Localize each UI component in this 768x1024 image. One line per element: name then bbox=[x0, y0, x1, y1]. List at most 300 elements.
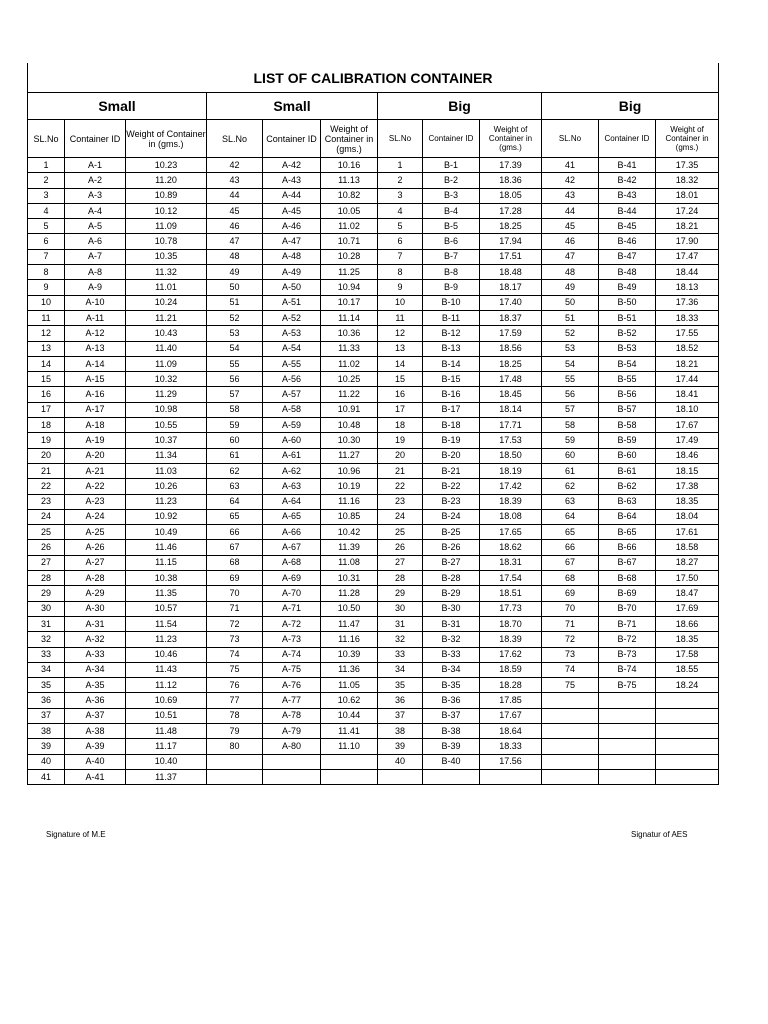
big-left-slno-cell: 36 bbox=[378, 693, 423, 708]
big-right-slno-cell bbox=[542, 739, 599, 754]
table-row bbox=[28, 555, 719, 570]
small-right-container-id-cell: A-79 bbox=[263, 723, 321, 738]
small-right-container-id-cell: A-42 bbox=[263, 158, 321, 173]
small-right-weight-cell: 10.05 bbox=[321, 203, 378, 218]
small-left-slno-cell: 36 bbox=[28, 693, 65, 708]
big-right-slno-cell: 54 bbox=[542, 356, 599, 371]
big-left-container-id-cell: B-36 bbox=[423, 693, 480, 708]
big-left-weight-cell: 18.37 bbox=[480, 310, 542, 325]
big-left-slno-cell: 37 bbox=[378, 708, 423, 723]
big-left-container-id-cell: B-3 bbox=[423, 188, 480, 203]
big-right-weight-cell: 18.13 bbox=[656, 280, 719, 295]
table-row bbox=[28, 525, 719, 540]
big-left-weight-cell: 17.39 bbox=[480, 158, 542, 173]
big-left-container-id-cell: B-31 bbox=[423, 616, 480, 631]
small-right-weight-cell: 10.82 bbox=[321, 188, 378, 203]
big-right-slno-cell: 57 bbox=[542, 402, 599, 417]
small-left-weight-cell: 11.09 bbox=[126, 356, 207, 371]
col-header-weight: Weight of Container in (gms.) bbox=[656, 120, 719, 158]
big-right-container-id-cell: B-72 bbox=[599, 632, 656, 647]
small-right-slno-cell: 72 bbox=[207, 616, 263, 631]
table-row bbox=[28, 173, 719, 188]
big-left-container-id-cell: B-21 bbox=[423, 463, 480, 478]
table-row bbox=[28, 739, 719, 754]
big-left-weight-cell: 17.73 bbox=[480, 601, 542, 616]
big-left-slno-cell: 11 bbox=[378, 310, 423, 325]
big-right-container-id-cell bbox=[599, 739, 656, 754]
small-right-container-id-cell: A-46 bbox=[263, 219, 321, 234]
small-right-container-id-cell: A-70 bbox=[263, 586, 321, 601]
big-right-slno-cell: 68 bbox=[542, 571, 599, 586]
col-header-container-id: Container ID bbox=[65, 120, 126, 158]
big-right-weight-cell: 17.50 bbox=[656, 571, 719, 586]
small-right-container-id-cell: A-71 bbox=[263, 601, 321, 616]
big-left-slno-cell: 14 bbox=[378, 356, 423, 371]
big-right-slno-cell: 55 bbox=[542, 372, 599, 387]
small-left-container-id-cell: A-37 bbox=[65, 708, 126, 723]
table-row bbox=[28, 463, 719, 478]
small-left-slno-cell: 8 bbox=[28, 265, 65, 280]
small-right-container-id-cell: A-57 bbox=[263, 387, 321, 402]
small-right-slno-cell: 61 bbox=[207, 448, 263, 463]
big-left-slno-cell: 9 bbox=[378, 280, 423, 295]
small-left-slno-cell: 16 bbox=[28, 387, 65, 402]
small-left-weight-cell: 10.57 bbox=[126, 601, 207, 616]
big-left-weight-cell: 18.14 bbox=[480, 402, 542, 417]
table-row bbox=[28, 769, 719, 784]
small-right-container-id-cell: A-77 bbox=[263, 693, 321, 708]
small-left-weight-cell: 10.24 bbox=[126, 295, 207, 310]
small-right-weight-cell: 10.94 bbox=[321, 280, 378, 295]
big-right-container-id-cell: B-67 bbox=[599, 555, 656, 570]
small-left-container-id-cell: A-29 bbox=[65, 586, 126, 601]
big-left-container-id-cell: B-12 bbox=[423, 326, 480, 341]
big-left-slno-cell: 16 bbox=[378, 387, 423, 402]
big-left-slno-cell: 3 bbox=[378, 188, 423, 203]
big-left-container-id-cell: B-1 bbox=[423, 158, 480, 173]
big-right-container-id-cell: B-62 bbox=[599, 479, 656, 494]
table-row bbox=[28, 249, 719, 264]
small-right-container-id-cell: A-67 bbox=[263, 540, 321, 555]
big-left-weight-cell: 17.65 bbox=[480, 525, 542, 540]
small-right-slno-cell: 48 bbox=[207, 249, 263, 264]
small-left-weight-cell: 10.38 bbox=[126, 571, 207, 586]
small-right-container-id-cell: A-52 bbox=[263, 310, 321, 325]
small-right-container-id-cell: A-72 bbox=[263, 616, 321, 631]
big-right-weight-cell: 17.24 bbox=[656, 203, 719, 218]
table-row bbox=[28, 387, 719, 402]
big-left-container-id-cell: B-4 bbox=[423, 203, 480, 218]
big-right-container-id-cell: B-49 bbox=[599, 280, 656, 295]
small-right-weight-cell: 11.22 bbox=[321, 387, 378, 402]
table-row bbox=[28, 402, 719, 417]
table-row bbox=[28, 571, 719, 586]
big-left-weight-cell: 17.71 bbox=[480, 418, 542, 433]
small-right-container-id-cell: A-49 bbox=[263, 265, 321, 280]
small-left-slno-cell: 1 bbox=[28, 158, 65, 173]
big-left-weight-cell: 18.59 bbox=[480, 662, 542, 677]
big-right-slno-cell: 69 bbox=[542, 586, 599, 601]
big-left-container-id-cell: B-18 bbox=[423, 418, 480, 433]
big-right-weight-cell: 18.52 bbox=[656, 341, 719, 356]
small-left-weight-cell: 11.15 bbox=[126, 555, 207, 570]
big-right-weight-cell: 18.66 bbox=[656, 616, 719, 631]
big-right-slno-cell: 45 bbox=[542, 219, 599, 234]
big-right-container-id-cell: B-66 bbox=[599, 540, 656, 555]
small-right-slno-cell: 59 bbox=[207, 418, 263, 433]
big-right-container-id-cell: B-55 bbox=[599, 372, 656, 387]
small-right-weight-cell: 11.16 bbox=[321, 632, 378, 647]
col-header-weight: Weight of Container in (gms.) bbox=[480, 120, 542, 158]
big-right-slno-cell: 58 bbox=[542, 418, 599, 433]
small-left-container-id-cell: A-6 bbox=[65, 234, 126, 249]
big-left-slno-cell bbox=[378, 769, 423, 784]
big-right-slno-cell bbox=[542, 723, 599, 738]
table-row bbox=[28, 280, 719, 295]
big-left-container-id-cell: B-19 bbox=[423, 433, 480, 448]
small-right-slno-cell: 71 bbox=[207, 601, 263, 616]
big-right-weight-cell: 18.21 bbox=[656, 219, 719, 234]
small-right-container-id-cell: A-63 bbox=[263, 479, 321, 494]
table-row bbox=[28, 234, 719, 249]
big-left-container-id-cell: B-5 bbox=[423, 219, 480, 234]
big-right-slno-cell: 49 bbox=[542, 280, 599, 295]
table-row bbox=[28, 203, 719, 218]
small-left-weight-cell: 11.32 bbox=[126, 265, 207, 280]
big-right-weight-cell bbox=[656, 754, 719, 769]
small-left-weight-cell: 10.78 bbox=[126, 234, 207, 249]
small-right-container-id-cell: A-45 bbox=[263, 203, 321, 218]
col-header-slno: SL.No bbox=[378, 120, 423, 158]
big-left-container-id-cell: B-9 bbox=[423, 280, 480, 295]
big-left-weight-cell: 18.17 bbox=[480, 280, 542, 295]
small-left-container-id-cell: A-35 bbox=[65, 678, 126, 693]
big-right-container-id-cell: B-51 bbox=[599, 310, 656, 325]
small-right-slno-cell: 49 bbox=[207, 265, 263, 280]
small-left-container-id-cell: A-18 bbox=[65, 418, 126, 433]
big-left-slno-cell: 21 bbox=[378, 463, 423, 478]
small-left-slno-cell: 10 bbox=[28, 295, 65, 310]
small-left-slno-cell: 23 bbox=[28, 494, 65, 509]
big-right-slno-cell: 51 bbox=[542, 310, 599, 325]
small-right-weight-cell bbox=[321, 754, 378, 769]
small-right-slno-cell: 70 bbox=[207, 586, 263, 601]
table-row bbox=[28, 372, 719, 387]
big-left-container-id-cell bbox=[423, 769, 480, 784]
small-left-slno-cell: 38 bbox=[28, 723, 65, 738]
small-left-slno-cell: 28 bbox=[28, 571, 65, 586]
small-right-container-id-cell: A-75 bbox=[263, 662, 321, 677]
small-left-weight-cell: 11.20 bbox=[126, 173, 207, 188]
small-right-container-id-cell: A-60 bbox=[263, 433, 321, 448]
big-right-container-id-cell: B-59 bbox=[599, 433, 656, 448]
small-right-weight-cell: 11.33 bbox=[321, 341, 378, 356]
signature-aes: Signatur of AES bbox=[631, 830, 688, 839]
small-right-slno-cell: 80 bbox=[207, 739, 263, 754]
small-left-slno-cell: 29 bbox=[28, 586, 65, 601]
small-right-weight-cell: 11.10 bbox=[321, 739, 378, 754]
big-right-weight-cell: 18.46 bbox=[656, 448, 719, 463]
small-left-weight-cell: 11.54 bbox=[126, 616, 207, 631]
big-right-slno-cell: 75 bbox=[542, 678, 599, 693]
small-right-slno-cell: 51 bbox=[207, 295, 263, 310]
small-right-slno-cell: 76 bbox=[207, 678, 263, 693]
small-left-weight-cell: 10.40 bbox=[126, 754, 207, 769]
big-left-weight-cell bbox=[480, 769, 542, 784]
col-header-weight: Weight of Container in (gms.) bbox=[126, 120, 207, 158]
table-row bbox=[28, 540, 719, 555]
big-left-container-id-cell: B-20 bbox=[423, 448, 480, 463]
small-left-slno-cell: 40 bbox=[28, 754, 65, 769]
small-right-slno-cell: 44 bbox=[207, 188, 263, 203]
big-right-slno-cell: 66 bbox=[542, 540, 599, 555]
small-right-container-id-cell: A-61 bbox=[263, 448, 321, 463]
big-right-weight-cell: 18.15 bbox=[656, 463, 719, 478]
big-right-weight-cell: 18.55 bbox=[656, 662, 719, 677]
small-left-container-id-cell: A-17 bbox=[65, 402, 126, 417]
big-left-container-id-cell: B-24 bbox=[423, 509, 480, 524]
big-right-slno-cell: 42 bbox=[542, 173, 599, 188]
big-left-container-id-cell: B-23 bbox=[423, 494, 480, 509]
big-left-slno-cell: 27 bbox=[378, 555, 423, 570]
small-left-weight-cell: 10.69 bbox=[126, 693, 207, 708]
big-right-weight-cell: 18.58 bbox=[656, 540, 719, 555]
small-right-container-id-cell: A-48 bbox=[263, 249, 321, 264]
small-left-container-id-cell: A-11 bbox=[65, 310, 126, 325]
big-right-slno-cell: 50 bbox=[542, 295, 599, 310]
small-left-container-id-cell: A-5 bbox=[65, 219, 126, 234]
table-row bbox=[28, 723, 719, 738]
small-right-weight-cell: 11.28 bbox=[321, 586, 378, 601]
small-right-slno-cell: 69 bbox=[207, 571, 263, 586]
small-right-container-id-cell: A-44 bbox=[263, 188, 321, 203]
big-right-container-id-cell: B-50 bbox=[599, 295, 656, 310]
small-right-weight-cell: 11.47 bbox=[321, 616, 378, 631]
small-left-weight-cell: 11.46 bbox=[126, 540, 207, 555]
big-right-container-id-cell: B-75 bbox=[599, 678, 656, 693]
big-right-weight-cell: 18.21 bbox=[656, 356, 719, 371]
table-row bbox=[28, 586, 719, 601]
big-left-weight-cell: 18.56 bbox=[480, 341, 542, 356]
big-left-weight-cell: 17.53 bbox=[480, 433, 542, 448]
small-right-weight-cell: 10.48 bbox=[321, 418, 378, 433]
small-left-container-id-cell: A-16 bbox=[65, 387, 126, 402]
small-right-slno-cell: 73 bbox=[207, 632, 263, 647]
small-left-slno-cell: 35 bbox=[28, 678, 65, 693]
big-left-weight-cell: 18.39 bbox=[480, 632, 542, 647]
big-right-container-id-cell: B-57 bbox=[599, 402, 656, 417]
big-right-container-id-cell: B-46 bbox=[599, 234, 656, 249]
small-left-slno-cell: 11 bbox=[28, 310, 65, 325]
small-right-weight-cell: 10.30 bbox=[321, 433, 378, 448]
table-row bbox=[28, 479, 719, 494]
big-left-container-id-cell: B-13 bbox=[423, 341, 480, 356]
small-left-weight-cell: 11.37 bbox=[126, 769, 207, 784]
big-left-container-id-cell: B-26 bbox=[423, 540, 480, 555]
section-header-big-1: Big bbox=[378, 93, 542, 120]
small-right-slno-cell: 42 bbox=[207, 158, 263, 173]
small-left-container-id-cell: A-27 bbox=[65, 555, 126, 570]
small-left-slno-cell: 4 bbox=[28, 203, 65, 218]
big-right-container-id-cell: B-74 bbox=[599, 662, 656, 677]
small-left-container-id-cell: A-22 bbox=[65, 479, 126, 494]
small-right-weight-cell: 11.16 bbox=[321, 494, 378, 509]
big-right-slno-cell: 70 bbox=[542, 601, 599, 616]
big-left-weight-cell: 17.48 bbox=[480, 372, 542, 387]
small-left-container-id-cell: A-12 bbox=[65, 326, 126, 341]
small-right-container-id-cell: A-68 bbox=[263, 555, 321, 570]
big-right-container-id-cell: B-71 bbox=[599, 616, 656, 631]
big-left-container-id-cell: B-33 bbox=[423, 647, 480, 662]
small-left-slno-cell: 25 bbox=[28, 525, 65, 540]
big-right-container-id-cell: B-58 bbox=[599, 418, 656, 433]
table-row bbox=[28, 662, 719, 677]
big-right-slno-cell: 72 bbox=[542, 632, 599, 647]
table-row bbox=[28, 158, 719, 173]
small-left-weight-cell: 10.26 bbox=[126, 479, 207, 494]
small-left-slno-cell: 12 bbox=[28, 326, 65, 341]
small-left-container-id-cell: A-19 bbox=[65, 433, 126, 448]
big-right-container-id-cell: B-70 bbox=[599, 601, 656, 616]
big-right-weight-cell: 18.32 bbox=[656, 173, 719, 188]
big-right-container-id-cell: B-65 bbox=[599, 525, 656, 540]
small-right-container-id-cell: A-43 bbox=[263, 173, 321, 188]
small-right-container-id-cell: A-51 bbox=[263, 295, 321, 310]
small-right-weight-cell: 11.05 bbox=[321, 678, 378, 693]
small-left-slno-cell: 33 bbox=[28, 647, 65, 662]
small-right-slno-cell bbox=[207, 769, 263, 784]
big-left-weight-cell: 17.51 bbox=[480, 249, 542, 264]
column-header-row bbox=[28, 120, 719, 158]
small-right-weight-cell: 10.62 bbox=[321, 693, 378, 708]
small-right-container-id-cell: A-78 bbox=[263, 708, 321, 723]
small-left-weight-cell: 11.48 bbox=[126, 723, 207, 738]
small-right-slno-cell: 58 bbox=[207, 402, 263, 417]
table-row bbox=[28, 326, 719, 341]
small-right-slno-cell: 56 bbox=[207, 372, 263, 387]
big-right-weight-cell bbox=[656, 769, 719, 784]
col-header-slno: SL.No bbox=[28, 120, 65, 158]
small-left-container-id-cell: A-7 bbox=[65, 249, 126, 264]
big-left-weight-cell: 17.40 bbox=[480, 295, 542, 310]
big-left-weight-cell: 17.94 bbox=[480, 234, 542, 249]
small-left-slno-cell: 14 bbox=[28, 356, 65, 371]
table-body bbox=[28, 158, 719, 785]
big-right-container-id-cell: B-68 bbox=[599, 571, 656, 586]
small-left-slno-cell: 27 bbox=[28, 555, 65, 570]
small-right-weight-cell: 10.44 bbox=[321, 708, 378, 723]
big-right-container-id-cell: B-52 bbox=[599, 326, 656, 341]
small-right-weight-cell: 11.02 bbox=[321, 219, 378, 234]
big-left-slno-cell: 34 bbox=[378, 662, 423, 677]
table-row bbox=[28, 418, 719, 433]
small-left-container-id-cell: A-24 bbox=[65, 509, 126, 524]
big-right-container-id-cell: B-54 bbox=[599, 356, 656, 371]
small-right-container-id-cell: A-47 bbox=[263, 234, 321, 249]
small-left-slno-cell: 39 bbox=[28, 739, 65, 754]
small-right-weight-cell: 11.25 bbox=[321, 265, 378, 280]
small-right-slno-cell: 45 bbox=[207, 203, 263, 218]
big-left-slno-cell: 15 bbox=[378, 372, 423, 387]
small-left-weight-cell: 10.89 bbox=[126, 188, 207, 203]
small-left-slno-cell: 21 bbox=[28, 463, 65, 478]
col-header-weight: Weight of Container in (gms.) bbox=[321, 120, 378, 158]
small-left-slno-cell: 7 bbox=[28, 249, 65, 264]
big-right-container-id-cell: B-61 bbox=[599, 463, 656, 478]
col-header-slno: SL.No bbox=[207, 120, 263, 158]
small-left-container-id-cell: A-25 bbox=[65, 525, 126, 540]
small-right-weight-cell: 10.42 bbox=[321, 525, 378, 540]
small-right-weight-cell: 10.91 bbox=[321, 402, 378, 417]
table-row bbox=[28, 295, 719, 310]
big-right-slno-cell: 67 bbox=[542, 555, 599, 570]
big-right-weight-cell: 17.55 bbox=[656, 326, 719, 341]
small-right-weight-cell bbox=[321, 769, 378, 784]
big-right-weight-cell bbox=[656, 739, 719, 754]
small-right-weight-cell: 11.39 bbox=[321, 540, 378, 555]
big-right-container-id-cell: B-56 bbox=[599, 387, 656, 402]
table-row bbox=[28, 754, 719, 769]
small-right-container-id-cell bbox=[263, 754, 321, 769]
big-left-slno-cell: 25 bbox=[378, 525, 423, 540]
small-right-container-id-cell: A-55 bbox=[263, 356, 321, 371]
big-left-weight-cell: 18.19 bbox=[480, 463, 542, 478]
table-row bbox=[28, 310, 719, 325]
small-right-slno-cell: 78 bbox=[207, 708, 263, 723]
signature-me: Signature of M.E bbox=[46, 830, 106, 839]
small-right-weight-cell: 11.13 bbox=[321, 173, 378, 188]
small-left-container-id-cell: A-26 bbox=[65, 540, 126, 555]
big-left-container-id-cell: B-8 bbox=[423, 265, 480, 280]
small-left-container-id-cell: A-21 bbox=[65, 463, 126, 478]
small-right-slno-cell: 77 bbox=[207, 693, 263, 708]
big-left-weight-cell: 17.62 bbox=[480, 647, 542, 662]
big-right-slno-cell: 48 bbox=[542, 265, 599, 280]
small-right-container-id-cell bbox=[263, 769, 321, 784]
big-right-slno-cell: 46 bbox=[542, 234, 599, 249]
big-left-container-id-cell: B-38 bbox=[423, 723, 480, 738]
section-header-big-2: Big bbox=[542, 93, 719, 120]
big-left-weight-cell: 17.67 bbox=[480, 708, 542, 723]
big-left-slno-cell: 23 bbox=[378, 494, 423, 509]
big-left-weight-cell: 18.31 bbox=[480, 555, 542, 570]
big-left-container-id-cell: B-35 bbox=[423, 678, 480, 693]
small-left-slno-cell: 6 bbox=[28, 234, 65, 249]
big-right-weight-cell: 17.35 bbox=[656, 158, 719, 173]
big-right-slno-cell bbox=[542, 769, 599, 784]
small-left-container-id-cell: A-36 bbox=[65, 693, 126, 708]
big-left-container-id-cell: B-32 bbox=[423, 632, 480, 647]
small-left-weight-cell: 11.12 bbox=[126, 678, 207, 693]
big-right-slno-cell: 56 bbox=[542, 387, 599, 402]
big-right-container-id-cell: B-69 bbox=[599, 586, 656, 601]
small-right-container-id-cell: A-59 bbox=[263, 418, 321, 433]
small-left-container-id-cell: A-40 bbox=[65, 754, 126, 769]
small-right-container-id-cell: A-65 bbox=[263, 509, 321, 524]
small-right-weight-cell: 10.96 bbox=[321, 463, 378, 478]
big-right-weight-cell: 18.41 bbox=[656, 387, 719, 402]
table-row bbox=[28, 188, 719, 203]
big-left-weight-cell: 18.28 bbox=[480, 678, 542, 693]
big-left-weight-cell: 18.08 bbox=[480, 509, 542, 524]
big-right-weight-cell: 17.67 bbox=[656, 418, 719, 433]
small-left-container-id-cell: A-31 bbox=[65, 616, 126, 631]
small-right-container-id-cell: A-64 bbox=[263, 494, 321, 509]
big-left-container-id-cell: B-22 bbox=[423, 479, 480, 494]
big-right-weight-cell: 18.35 bbox=[656, 494, 719, 509]
big-left-container-id-cell: B-39 bbox=[423, 739, 480, 754]
small-left-container-id-cell: A-23 bbox=[65, 494, 126, 509]
